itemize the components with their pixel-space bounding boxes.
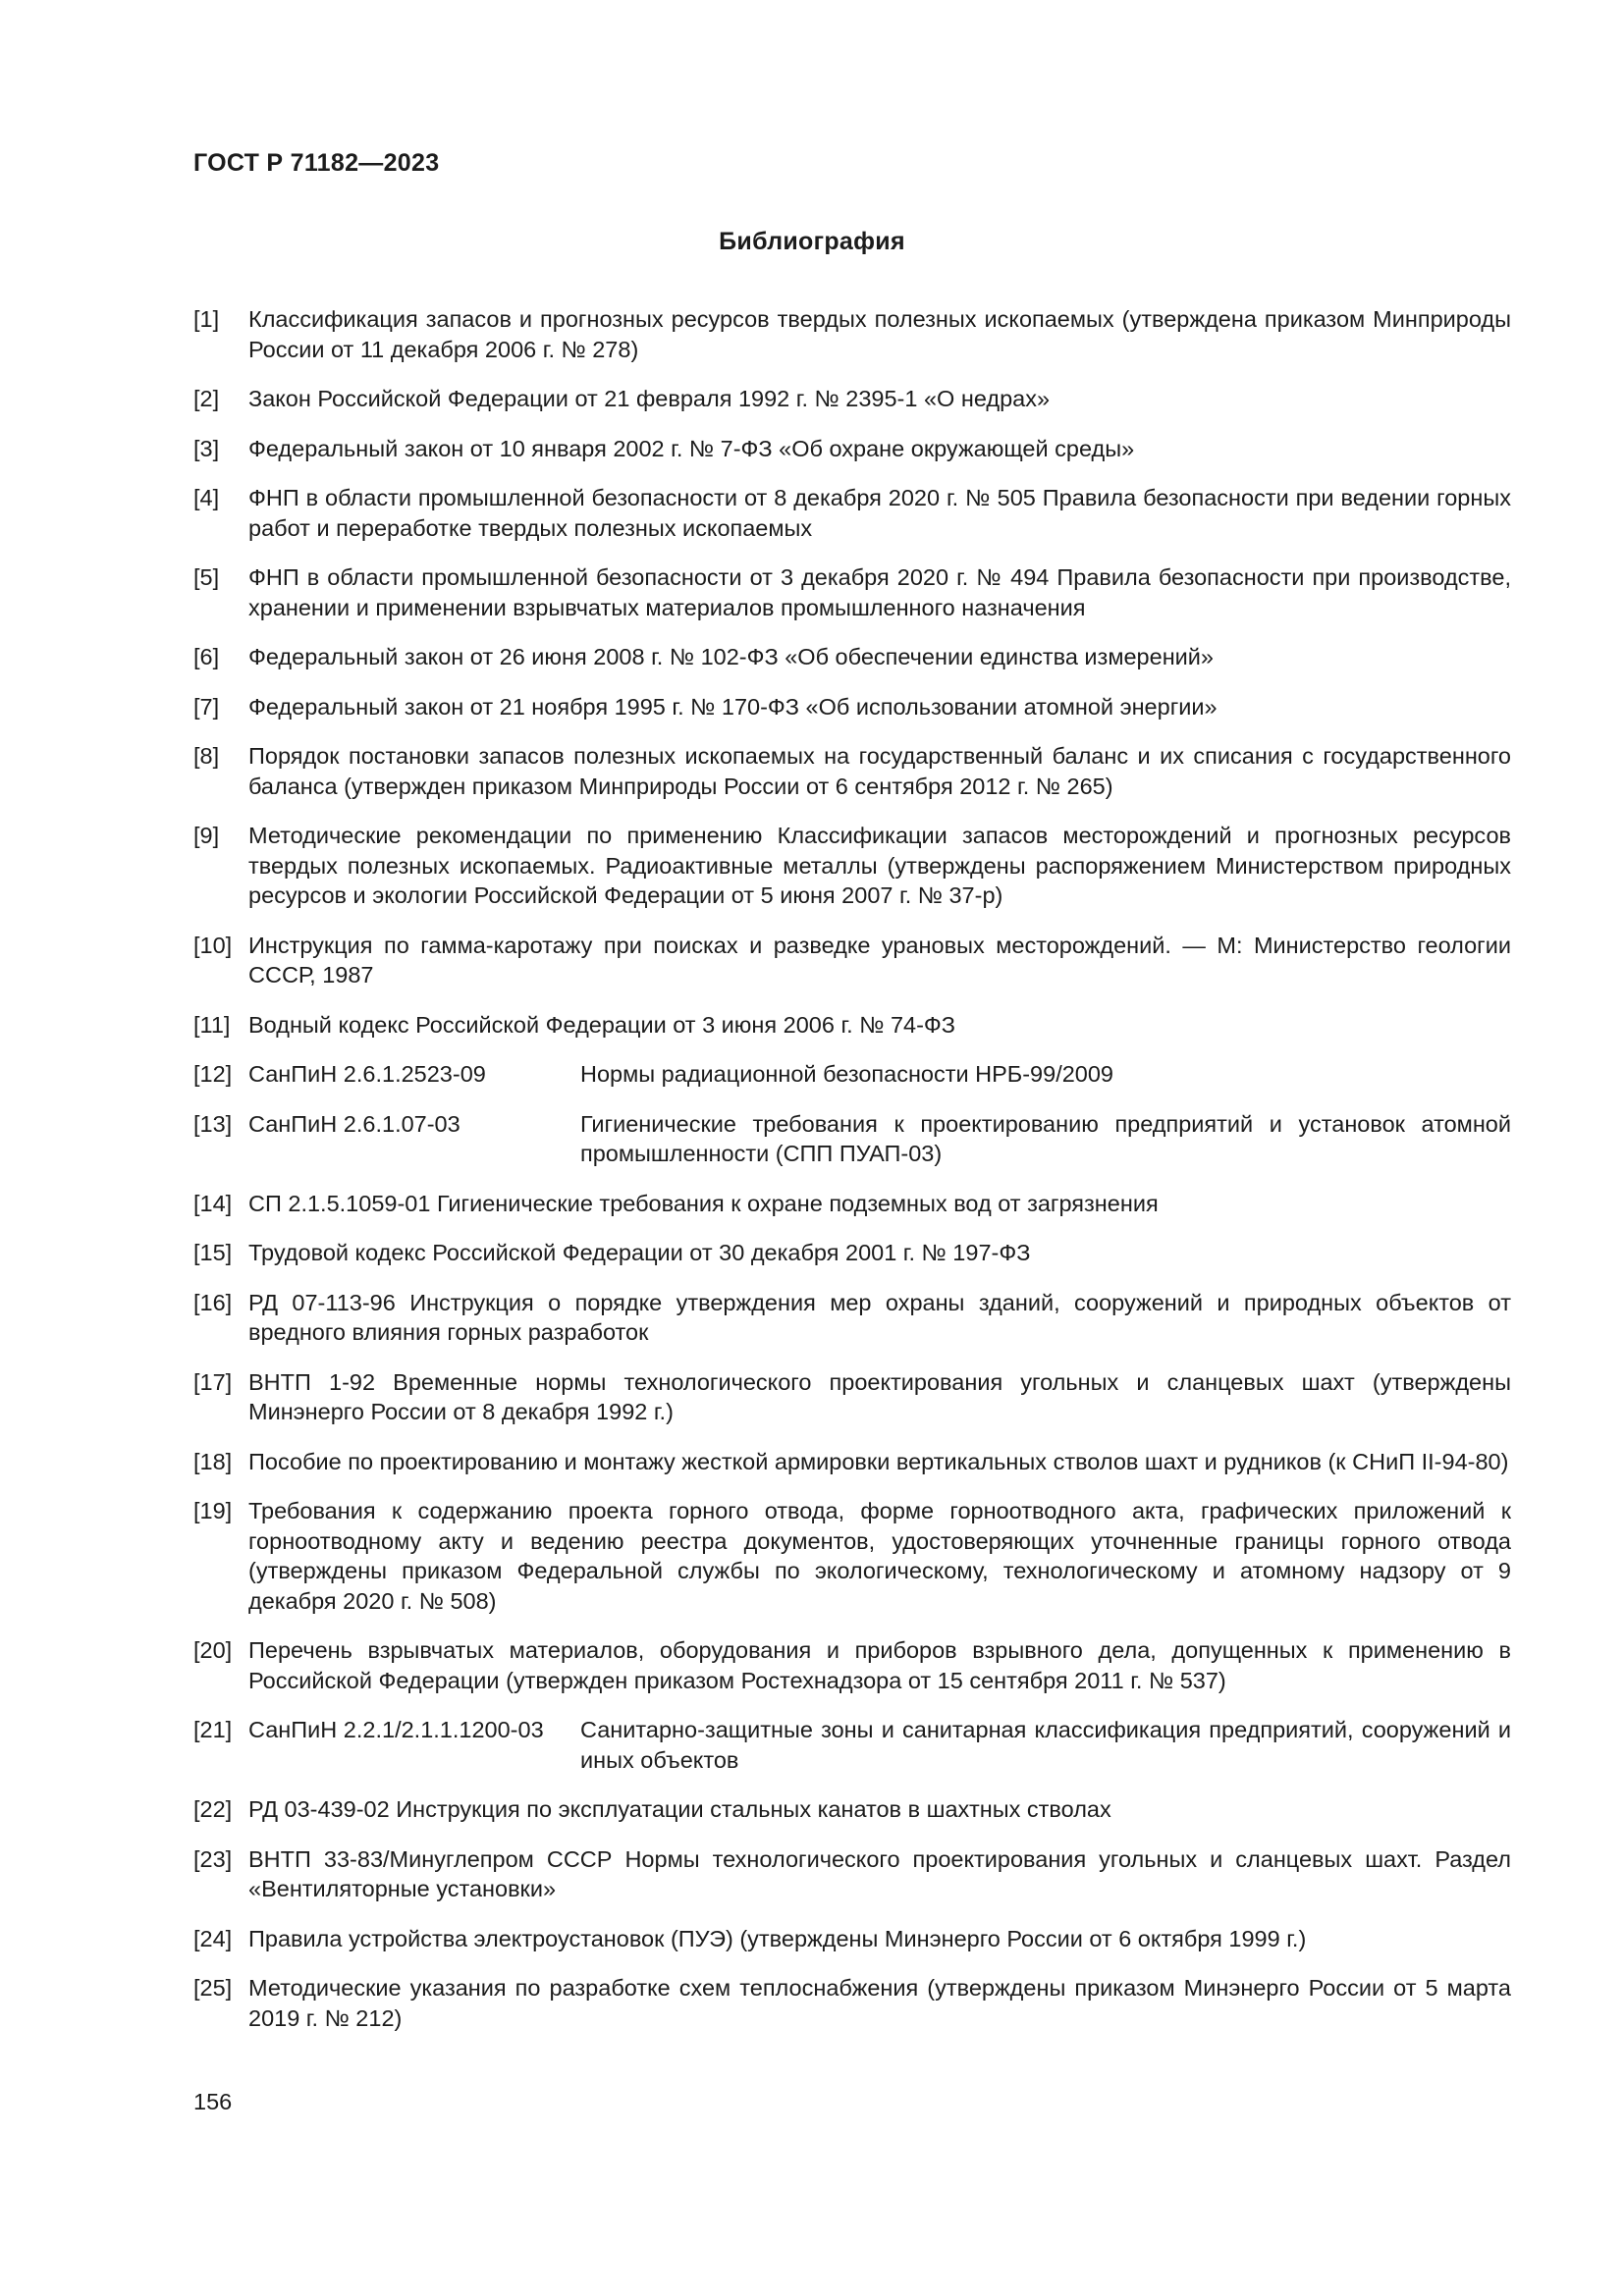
bibliography-entry	[193, 741, 1511, 801]
entry-text: Трудовой кодекс Российской Федерации от 30 декабря 2001 г. № 197-ФЗ	[248, 1240, 1031, 1265]
bibliography-entry	[193, 1288, 1511, 1348]
entry-code: СанПиН 2.2.1/2.1.1.1200-03	[248, 1717, 544, 1742]
page-number: 156	[193, 2089, 233, 2114]
bibliography-entry	[193, 1496, 1511, 1616]
entry-text: Правила устройства электроустановок (ПУЭ) (утверждены Минэнерго России от 6 октября 1999 г.)	[248, 1925, 1307, 1951]
entry-number: [22]	[193, 1796, 233, 1822]
entry-text: Классификация запасов и прогнозных ресурсов твердых полезных ископаемых (утверждена приказом Минприроды России от 11 декабря 2006 г. № 278)	[248, 306, 1511, 362]
document-code: ГОСТ Р 71182—2023	[193, 149, 440, 177]
entry-text: Федеральный закон от 10 января 2002 г. № 7-ФЗ «Об охране окружающей среды»	[248, 435, 1135, 461]
bibliography-entry	[193, 692, 1511, 722]
entry-text: Методические рекомендации по применению Классификации запасов месторождений и прогнозных ресурсов твердых полезных ископаемых. Радиоактивные металлы (утверждены распоряжением Министерством природных ресурсов и экологии Российской Федерации от 5 июня 2007 г. № 37-р)	[248, 823, 1511, 908]
entry-number: [21]	[193, 1717, 233, 1742]
bibliography-entry	[193, 483, 1511, 543]
entry-number: [23]	[193, 1845, 233, 1872]
bibliography-entry	[193, 642, 1511, 672]
bibliography-entry	[193, 1844, 1511, 1904]
entry-number: [16]	[193, 1289, 233, 1315]
entry-number: [7]	[193, 693, 220, 720]
entry-text: Порядок постановки запасов полезных ископаемых на государственный баланс и их списания с государственного баланса (утвержден приказом Минприроды России от 6 сентября 2012 г. № 265)	[248, 743, 1511, 799]
bibliography-entry	[193, 1189, 1511, 1219]
entry-number: [8]	[193, 743, 220, 769]
entry-number: [15]	[193, 1240, 233, 1265]
bibliography-entry	[193, 304, 1511, 364]
bibliography-list	[193, 304, 1511, 2053]
entry-text: ВНТП 33-83/Минуглепром СССР Нормы технологического проектирования угольных и сланцевых шахт. Раздел «Вентиляторные установки»	[248, 1845, 1511, 1901]
entry-text: ВНТП 1-92 Временные нормы технологического проектирования угольных и сланцевых шахт (утверждены Минэнерго России от 8 декабря 1992 г.)	[248, 1368, 1511, 1424]
entry-code: СанПиН 2.6.1.07-03	[248, 1110, 460, 1137]
bibliography-entry	[193, 384, 1511, 414]
bibliography-entry	[193, 1924, 1511, 1954]
entry-number: [4]	[193, 485, 220, 510]
entry-text: ФНП в области промышленной безопасности от 3 декабря 2020 г. № 494 Правила безопасности при производстве, хранении и применении взрывчатых материалов промышленного назначения	[248, 564, 1511, 620]
entry-text: Перечень взрывчатых материалов, оборудования и приборов взрывного дела, допущенных к применению в Российской Федерации (утвержден приказом Ростехнадзора от 15 сентября 2011 г. № 537)	[248, 1637, 1511, 1693]
entry-text: Методические указания по разработке схем теплоснабжения (утверждены приказом Минэнерго России от 5 марта 2019 г. № 212)	[248, 1975, 1511, 2031]
bibliography-entry	[193, 1447, 1511, 1477]
entry-number: [17]	[193, 1368, 233, 1395]
entry-text: Гигиенические требования к проектированию предприятий и установок атомной промышленности (СПП ПУАП-03)	[580, 1110, 1511, 1166]
entry-text: Нормы радиационной безопасности НРБ-99/2009	[580, 1061, 1114, 1087]
bibliography-entry	[193, 931, 1511, 990]
entry-number: [9]	[193, 823, 220, 848]
bibliography-entry	[193, 1010, 1511, 1041]
entry-text: Пособие по проектированию и монтажу жесткой армировки вертикальных стволов шахт и рудников (к СНиП II-94-80)	[248, 1448, 1509, 1474]
bibliography-entry	[193, 562, 1511, 622]
entry-number: [25]	[193, 1975, 233, 2001]
entry-number: [6]	[193, 644, 220, 669]
bibliography-entry	[193, 1794, 1511, 1825]
entry-text: Федеральный закон от 21 ноября 1995 г. № 170-ФЗ «Об использовании атомной энергии»	[248, 693, 1218, 720]
bibliography-entry	[193, 1367, 1511, 1427]
entry-number: [18]	[193, 1448, 233, 1474]
entry-number: [2]	[193, 386, 220, 411]
bibliography-entry	[193, 1973, 1511, 2033]
bibliography-entry	[193, 1109, 1511, 1169]
section-title: Библиография	[719, 228, 905, 255]
entry-text: Требования к содержанию проекта горного отвода, форме горноотводного акта, графических приложений к горноотводному акту и ведению реестра документов, удостоверяющих уточненные границы горного отвода (утверждены приказом Федеральной службы по экологическому, технологическому и атомному надзору от 9 декабря 2020 г. № 508)	[248, 1498, 1511, 1614]
entry-number: [14]	[193, 1190, 233, 1216]
entry-text: Федеральный закон от 26 июня 2008 г. № 102-ФЗ «Об обеспечении единства измерений»	[248, 644, 1214, 669]
entry-number: [12]	[193, 1061, 233, 1087]
entry-number: [5]	[193, 564, 220, 590]
bibliography-entry	[193, 1238, 1511, 1268]
bibliography-entry	[193, 434, 1511, 464]
entry-number: [13]	[193, 1110, 233, 1137]
bibliography-entry	[193, 1059, 1511, 1090]
entry-number: [20]	[193, 1637, 233, 1663]
entry-code: СанПиН 2.6.1.2523-09	[248, 1061, 486, 1087]
entry-text: Водный кодекс Российской Федерации от 3 июня 2006 г. № 74-ФЗ	[248, 1011, 955, 1038]
entry-number: [19]	[193, 1498, 233, 1523]
entry-number: [10]	[193, 932, 233, 958]
bibliography-entry	[193, 1635, 1511, 1695]
entry-number: [11]	[193, 1011, 231, 1038]
entry-text: СП 2.1.5.1059-01 Гигиенические требования к охране подземных вод от загрязнения	[248, 1190, 1159, 1216]
entry-text: Санитарно-защитные зоны и санитарная классификация предприятий, сооружений и иных объектов	[580, 1717, 1511, 1773]
entry-text: РД 07-113-96 Инструкция о порядке утверждения мер охраны зданий, сооружений и природных объектов от вредного влияния горных разработок	[248, 1289, 1511, 1345]
entry-text: РД 03-439-02 Инструкция по эксплуатации стальных канатов в шахтных стволах	[248, 1796, 1111, 1822]
entry-number: [3]	[193, 435, 220, 461]
entry-number: [1]	[193, 306, 220, 332]
entry-text: Закон Российской Федерации от 21 февраля 1992 г. № 2395-1 «О недрах»	[248, 386, 1051, 411]
bibliography-entry	[193, 1715, 1511, 1775]
entry-number: [24]	[193, 1925, 233, 1951]
bibliography-entry	[193, 821, 1511, 911]
entry-text: Инструкция по гамма-каротажу при поисках и разведке урановых месторождений. — М: Министерство геологии СССР, 1987	[248, 932, 1511, 988]
entry-text: ФНП в области промышленной безопасности от 8 декабря 2020 г. № 505 Правила безопасности при ведении горных работ и переработке твердых полезных ископаемых	[248, 485, 1511, 541]
